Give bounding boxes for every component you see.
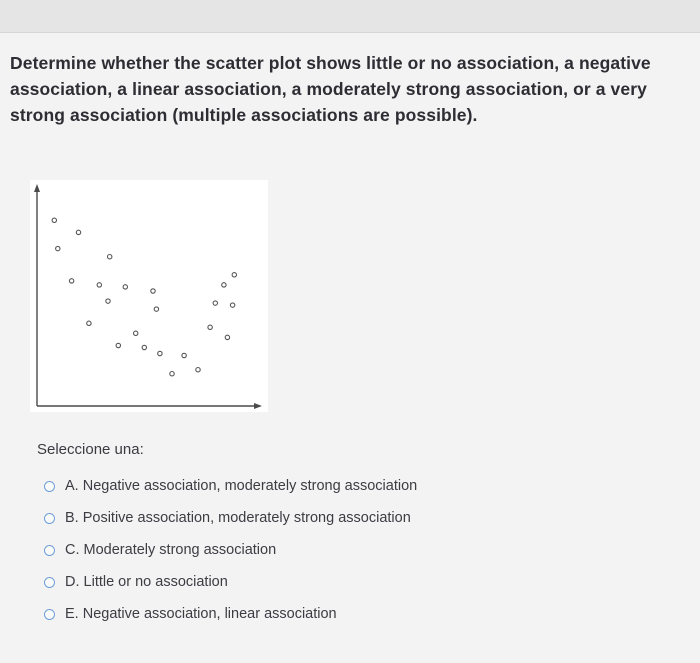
data-point [56,246,60,250]
y-axis-arrow [34,184,40,192]
data-point [69,279,73,283]
data-points [52,218,236,376]
data-point [151,289,155,293]
select-prompt: Seleccione una: [37,441,144,458]
data-point [154,307,158,311]
option-b-radio[interactable] [44,513,55,524]
option-d[interactable] [44,566,484,598]
data-point [196,368,200,372]
option-b[interactable] [44,502,484,534]
data-point [97,283,101,287]
data-point [106,299,110,303]
data-point [182,353,186,357]
data-point [158,351,162,355]
data-point [142,345,146,349]
data-point [225,335,229,339]
data-point [230,303,234,307]
scatter-plot-panel [30,180,268,412]
data-point [232,273,236,277]
question-text: Determine whether the scatter plot shows little or no association, a negative association, a linear association, a moderately strong association, or a very strong association (multiple associations are possible). [10,53,651,125]
data-point [76,230,80,234]
option-e[interactable] [44,598,484,630]
scatter-plot [30,180,268,412]
answer-options [44,470,484,630]
option-c-radio[interactable] [44,545,55,556]
data-point [222,283,226,287]
option-b-label: B. Positive association, moderately strong association [65,510,411,526]
data-point [52,218,56,222]
data-point [123,285,127,289]
data-point [108,255,112,259]
option-e-radio[interactable] [44,609,55,620]
option-a-radio[interactable] [44,481,55,492]
x-axis-arrow [254,403,262,409]
option-d-radio[interactable] [44,577,55,588]
option-c-label: C. Moderately strong association [65,542,277,558]
data-point [116,343,120,347]
option-a[interactable] [44,470,484,502]
data-point [208,325,212,329]
option-a-label: A. Negative association, moderately strong association [65,478,418,494]
option-c[interactable] [44,534,484,566]
data-point [87,321,91,325]
option-e-label: E. Negative association, linear association [65,606,337,622]
option-d-label: D. Little or no association [65,574,228,590]
data-point [134,331,138,335]
data-point [170,372,174,376]
data-point [213,301,217,305]
browser-top-bar [0,0,700,33]
